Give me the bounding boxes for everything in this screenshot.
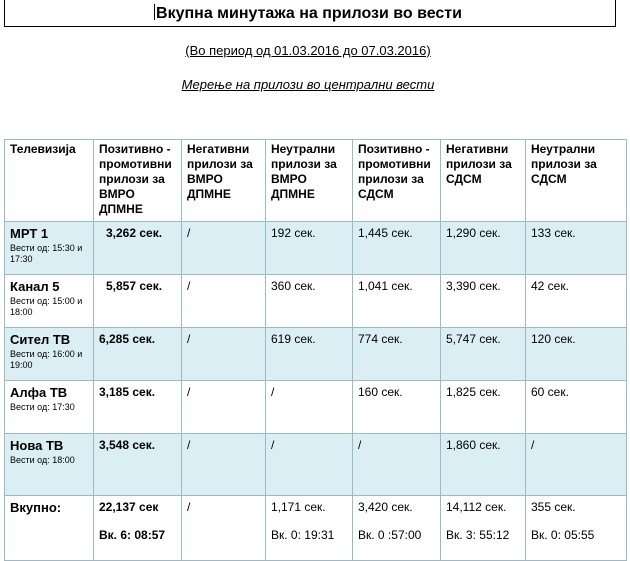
tv-cell — [5, 381, 94, 434]
total-cell: 14,112 сек. Вк. 3: 55:12 — [441, 496, 526, 561]
header-neutral-vmro: Неутрални прилози за ВМРО ДПМНЕ — [266, 140, 353, 222]
header-row — [5, 140, 627, 222]
header-positive-sdsm: Позитивно - промотивни прилози за СДСМ — [353, 140, 441, 222]
value-cell: 1,825 сек. — [441, 381, 526, 434]
tv-cell — [5, 328, 94, 381]
value-cell: / — [266, 381, 353, 434]
value-cell: 6,285 сек. — [94, 328, 182, 381]
tv-name: Сител ТВ — [10, 332, 71, 347]
minutes-table — [4, 139, 627, 561]
tv-cell — [5, 434, 94, 496]
tv-name: МРТ 1 — [10, 226, 49, 241]
value-cell: / — [526, 434, 627, 496]
table-row — [5, 381, 627, 434]
tv-cell — [5, 222, 94, 275]
news-times: Вести од: 16:00 и 19:00 — [10, 349, 83, 370]
value-cell: 1,860 сек. — [441, 434, 526, 496]
value-cell: 192 сек. — [266, 222, 353, 275]
table-row — [5, 275, 627, 328]
value-cell: / — [266, 434, 353, 496]
value-cell: 1,041 сек. — [353, 275, 441, 328]
news-times: Вести од: 18:00 — [10, 455, 75, 465]
header-television: Телевизија — [5, 140, 94, 222]
tv-name: Алфа ТВ — [10, 385, 68, 400]
value-cell: / — [182, 275, 266, 328]
total-row — [5, 496, 627, 561]
news-times: Вести од: 15:30 и 17:30 — [10, 243, 83, 264]
value-cell: 160 сек. — [353, 381, 441, 434]
period-subtitle: (Во период од 01.03.2016 до 07.03.2016) — [185, 43, 431, 58]
value-cell: 619 сек. — [266, 328, 353, 381]
header-neutral-sdsm: Неутрални прилози за СДСМ — [526, 140, 627, 222]
total-cell: 1,171 сек. Вк. 0: 19:31 — [266, 496, 353, 561]
value-cell: 3,390 сек. — [441, 275, 526, 328]
value-cell: 133 сек. — [526, 222, 627, 275]
table-row — [5, 434, 627, 496]
value-cell: 774 сек. — [353, 328, 441, 381]
total-cell: / — [182, 496, 266, 561]
news-times: Вести од: 15:00 и 18:00 — [10, 296, 83, 317]
value-cell: / — [182, 328, 266, 381]
tv-name: Канал 5 — [10, 279, 60, 294]
tv-name: Нова ТВ — [10, 438, 64, 453]
value-cell: 120 сек. — [526, 328, 627, 381]
table-row — [5, 222, 627, 275]
header-negative-sdsm: Негативни прилози за СДСМ — [441, 140, 526, 222]
value-cell: / — [182, 434, 266, 496]
total-cell: 3,420 сек. Вк. 0 :57:00 — [353, 496, 441, 561]
value-cell: 3,185 сек. — [94, 381, 182, 434]
document-title: Вкупна минутажа на прилози во вести — [156, 5, 462, 22]
value-cell: 60 сек. — [526, 381, 627, 434]
value-cell: 360 сек. — [266, 275, 353, 328]
total-cell: 22,137 сек Вк. 6: 08:57 — [94, 496, 182, 561]
value-cell: 3,262 сек. — [94, 222, 182, 275]
value-cell: / — [182, 381, 266, 434]
value-cell: 5,857 сек. — [94, 275, 182, 328]
header-negative-vmro: Негативни прилози за ВМРО ДПМНЕ — [182, 140, 266, 222]
text-cursor — [154, 4, 155, 20]
tv-cell — [5, 275, 94, 328]
value-cell: / — [182, 222, 266, 275]
value-cell: 1,290 сек. — [441, 222, 526, 275]
value-cell: 5,747 сек. — [441, 328, 526, 381]
news-times: Вести од: 17:30 — [10, 402, 75, 412]
measurement-note: Мерење на прилози во централни вести — [181, 77, 435, 92]
header-positive-vmro: Позитивно - промотивни прилози за ВМРО ДПМНЕ — [94, 140, 182, 222]
total-label: Вкупно: — [5, 496, 94, 561]
table-row — [5, 328, 627, 381]
total-cell: 355 сек. Вк. 0: 05:55 — [526, 496, 627, 561]
value-cell: 42 сек. — [526, 275, 627, 328]
value-cell: 1,445 сек. — [353, 222, 441, 275]
value-cell: / — [353, 434, 441, 496]
value-cell: 3,548 сек. — [94, 434, 182, 496]
